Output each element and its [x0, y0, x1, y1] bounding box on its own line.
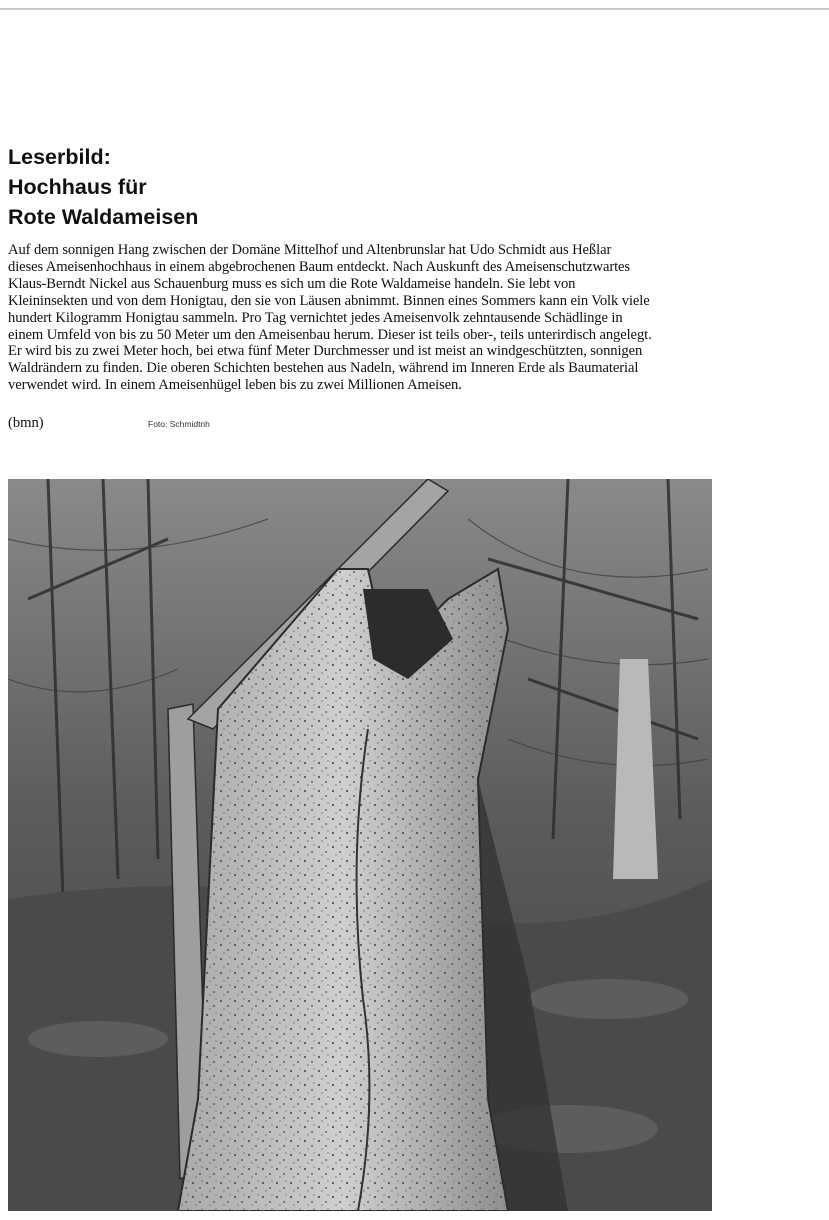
headline-line-2: Hochhaus für	[8, 175, 147, 199]
body-line: Er wird bis zu zwei Meter hoch, bei etwa fünf Meter Durchmesser und ist meist an windgeschützten, sonnigen	[8, 343, 643, 360]
article-photo	[8, 479, 712, 1211]
signature-row	[8, 415, 408, 435]
body-line: Kleininsekten und von dem Honigtau, den sie von Läusen abnimmt. Binnen eines Sommers kann ein Volk viele	[8, 292, 650, 309]
body-line: verwendet wird. In einem Ameisenhügel leben bis zu zwei Millionen Ameisen.	[8, 377, 462, 394]
article-body	[8, 242, 828, 394]
top-border-line	[0, 8, 829, 10]
body-line: einem Umfeld von bis zu 50 Meter um den Ameisenbau herum. Dieser ist teils ober-, teils unterirdisch angelegt.	[8, 326, 652, 343]
headline-line-1: Leserbild:	[8, 145, 111, 169]
headline-line-3: Rote Waldameisen	[8, 205, 199, 229]
article-headline	[8, 142, 608, 232]
author-signature: (bmn)	[8, 415, 44, 431]
tree-stump-photo	[8, 479, 712, 1211]
body-line: hundert Kilogramm Honigtau sammeln. Pro Tag vernichtet jedes Ameisenvolk zehntausende Schädlinge in	[8, 309, 623, 326]
photo-credit: Foto: Schmidtnh	[148, 419, 210, 429]
body-line: Waldrändern zu finden. Die oberen Schichten bestehen aus Nadeln, während im Inneren Erde als Baumaterial	[8, 360, 639, 377]
body-line: Klaus-Berndt Nickel aus Schauenburg muss es sich um die Rote Waldameise handeln. Sie lebt von	[8, 275, 576, 292]
body-line: Auf dem sonnigen Hang zwischen der Domäne Mittelhof und Altenbrunslar hat Udo Schmidt aus Heßlar	[8, 242, 612, 258]
body-line: dieses Ameisenhochhaus in einem abgebrochenen Baum entdeckt. Nach Auskunft des Ameisenschutzwartes	[8, 258, 631, 275]
